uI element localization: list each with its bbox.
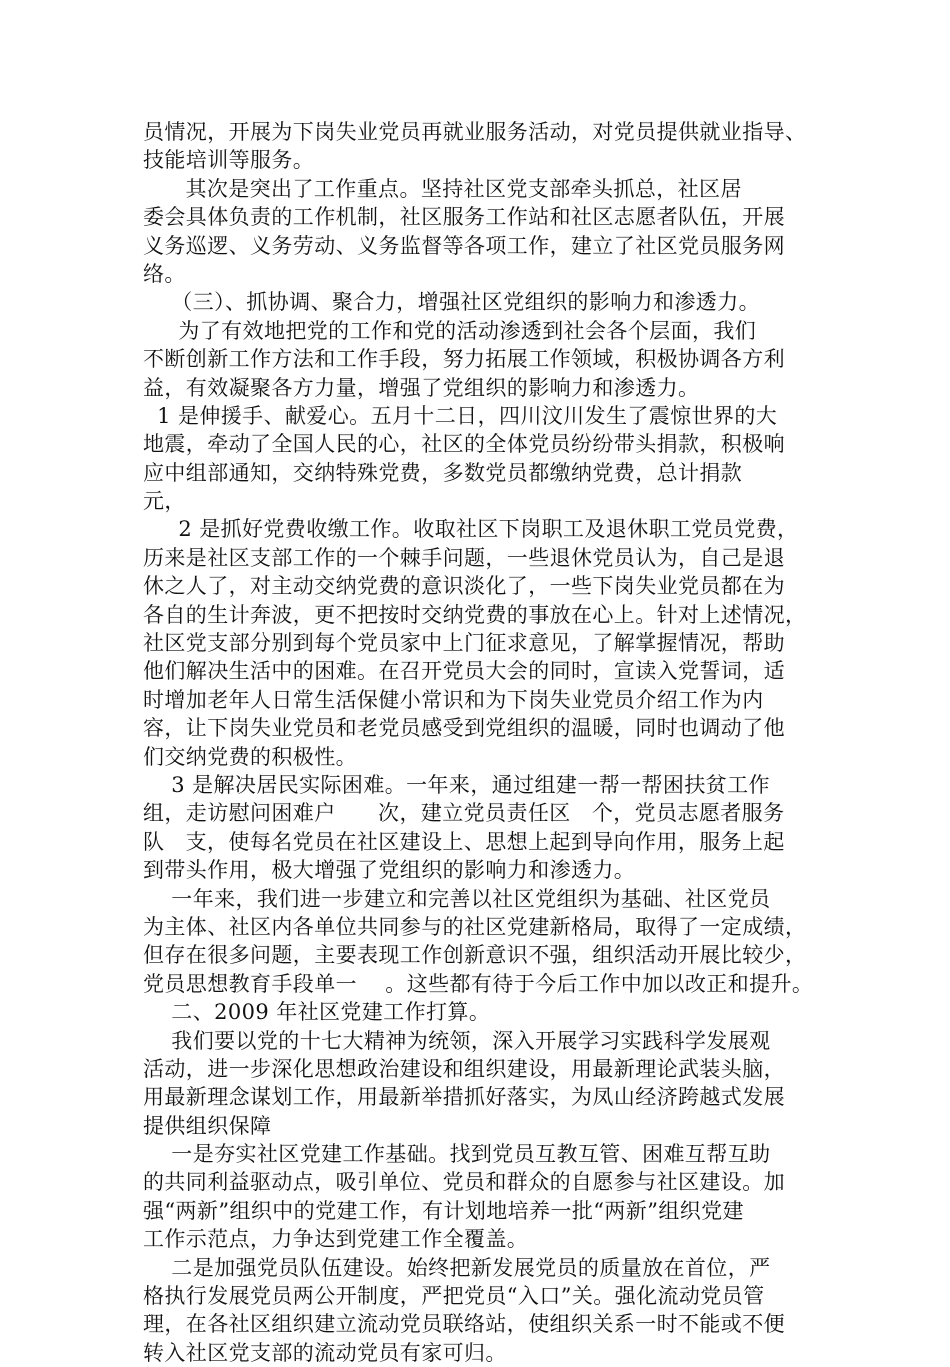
text-line: 3 是解决居民实际困难。一年来，通过组建一帮一帮困扶贫工作 bbox=[143, 772, 770, 797]
text-line: 组，走访慰问困难户 次，建立党员责任区 个，党员志愿者服务 bbox=[143, 801, 785, 826]
text-line: 到带头作用，极大增强了党组织的影响力和渗透力。 bbox=[143, 858, 636, 883]
text-line: 地震，牵动了全国人民的心，社区的全体党员纷纷带头捐款，积极响 bbox=[143, 432, 785, 457]
text-line: 活动，进一步深化思想政治建设和组织建设，用最新理论武装头脑， bbox=[143, 1056, 785, 1081]
text-line: 理，在各社区组织建立流动党员联络站，使组织关系一时不能或不便 bbox=[143, 1312, 785, 1337]
text-line: 应中组部通知，交纳特殊党费，多数党员都缴纳党费，总计捐款 bbox=[143, 460, 743, 485]
text-line: 其次是突出了工作重点。坚持社区党支部牵头抓总，社区居 bbox=[143, 176, 742, 201]
text-line: 但存在很多问题，主要表现工作创新意识不强，组织活动开展比较少， bbox=[143, 943, 807, 968]
text-line: 元， bbox=[143, 489, 186, 514]
text-line: 技能培训等服务。 bbox=[143, 148, 315, 173]
text-line: 为了有效地把党的工作和党的活动渗透到社会各个层面，我们 bbox=[143, 318, 757, 343]
text-line: 为主体、社区内各单位共同参与的社区党建新格局，取得了一定成绩， bbox=[143, 914, 807, 939]
text-line: 提供组织保障 bbox=[143, 1113, 272, 1138]
text-line: 义务巡逻、义务劳动、义务监督等各项工作，建立了社区党员服务网 bbox=[143, 233, 785, 258]
text-line: 的共同利益驱动点，吸引单位、党员和群众的自愿参与社区建设。加 bbox=[143, 1170, 785, 1195]
text-line: 党员思想教育手段单一 。这些都有待于今后工作中加以改正和提升。 bbox=[143, 971, 814, 996]
text-line: 二、2009 年社区党建工作打算。 bbox=[143, 1000, 491, 1025]
text-line: 络。 bbox=[143, 261, 186, 286]
text-line: 委会具体负责的工作机制，社区服务工作站和社区志愿者队伍，开展 bbox=[143, 205, 785, 230]
text-line: 社区党支部分别到每个党员家中上门征求意见，了解掌握情况，帮助 bbox=[143, 631, 785, 656]
text-line: 转入社区党支部的流动党员有家可归。 bbox=[143, 1340, 507, 1365]
text-line: 队 支，使每名党员在社区建设上、思想上起到导向作用，服务上起 bbox=[143, 829, 785, 854]
text-line: 时增加老年人日常生活保健小常识和为下岗失业党员介绍工作为内 bbox=[143, 687, 764, 712]
text-line: 员情况，开展为下岗失业党员再就业服务活动，对党员提供就业指导、 bbox=[143, 120, 807, 144]
text-line: 1 是伸援手、献爱心。五月十二日，四川汶川发生了震惊世界的大 bbox=[143, 403, 778, 428]
text-line: 他们解决生活中的困难。在召开党员大会的同时，宣读入党誓词，适 bbox=[143, 659, 785, 684]
text-line: 休之人了，对主动交纳党费的意识淡化了，一些下岗失业党员都在为 bbox=[143, 574, 785, 599]
text-line: 一是夯实社区党建工作基础。找到党员互教互管、困难互帮互助 bbox=[143, 1142, 771, 1167]
text-line: 2 是抓好党费收缴工作。收取社区下岗职工及退休职工党员党费， bbox=[143, 517, 799, 542]
text-line: 用最新理念谋划工作，用最新举措抓好落实，为凤山经济跨越式发展 bbox=[143, 1085, 785, 1110]
document-body bbox=[143, 118, 813, 1367]
text-line: 强“两新”组织中的党建工作，有计划地培养一批“两新”组织党建 bbox=[143, 1198, 744, 1223]
text-line: 二是加强党员队伍建设。始终把新发展党员的质量放在首位，严 bbox=[143, 1255, 771, 1280]
text-line: 容，让下岗失业党员和老党员感受到党组织的温暖，同时也调动了他 bbox=[143, 716, 785, 741]
text-line: 不断创新工作方法和工作手段，努力拓展工作领域，积极协调各方利 bbox=[143, 347, 785, 372]
text-line: 我们要以党的十七大精神为统领，深入开展学习实践科学发展观 bbox=[143, 1028, 771, 1053]
text-line: （三）、抓协调、聚合力，增强社区党组织的影响力和渗透力。 bbox=[143, 290, 760, 315]
text-line: 历来是社区支部工作的一个棘手问题，一些退休党员认为，自己是退 bbox=[143, 545, 785, 570]
text-line: 各自的生计奔波，更不把按时交纳党费的事放在心上。针对上述情况， bbox=[143, 602, 807, 627]
text-line: 一年来，我们进一步建立和完善以社区党组织为基础、社区党员 bbox=[143, 886, 771, 911]
text-line: 们交纳党费的积极性。 bbox=[143, 744, 357, 769]
text-line: 工作示范点，力争达到党建工作全覆盖。 bbox=[143, 1227, 529, 1252]
text-line: 格执行发展党员两公开制度，严把党员“入口”关。强化流动党员管 bbox=[143, 1284, 765, 1309]
text-line: 益，有效凝聚各方力量，增强了党组织的影响力和渗透力。 bbox=[143, 375, 700, 400]
